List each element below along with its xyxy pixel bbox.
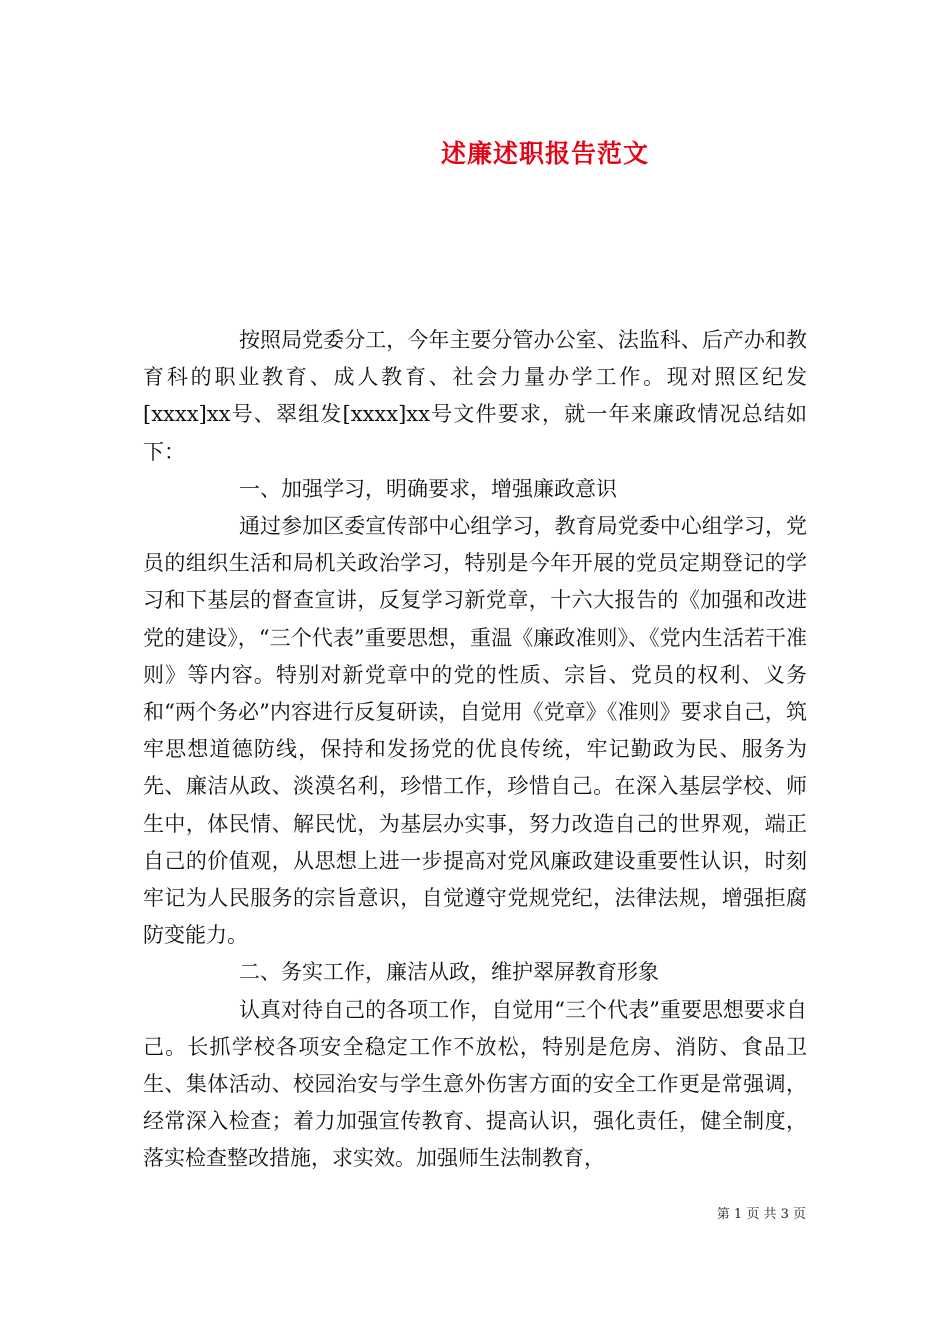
section-heading-2: 二、务实工作，廉洁从政，维护翠屏教育形象 <box>239 960 659 985</box>
paragraph-section-2: 认真对待自己的各项工作，自觉用“三个代表”重要思想要求自己。长抓学校各项安全稳定工作不放松，特别是危房、消防、食品卫生、集体活动、校园治安与学生意外伤害方面的安全工作更是常强调，经常深入检查；着力加强宣传教育、提高认识，强化责任，健全制度，落实检查整改措施，求实效。加强师生法制教育， <box>143 997 807 1171</box>
document-title: 述廉述职报告范文 <box>440 139 649 168</box>
paragraph-section-1: 通过参加区委宣传部中心组学习，教育局党委中心组学习，党员的组织生活和局机关政治学习，特别是今年开展的党员定期登记的学习和下基层的督查宣讲，反复学习新党章，十六大报告的《加强和改进党的建设》，“三个代表”重要思想，重温《廉政准则》、《党内生活若干准则》等内容。特别对新党章中的党的性质、宗旨、党员的权利、义务和“两个务必”内容进行反复研读，自觉用《党章》《准则》要求自己，筑牢思想道德防线，保持和发扬党的优良传统，牢记勤政为民、服务为先、廉洁从政、淡漠名利，珍惜工作，珍惜自己。在深入基层学校、师生中，体民情、解民忧，为基层办实事，努力改造自己的世界观，端正自己的价值观，从思想上进一步提高对党风廉政建设重要性认识，时刻牢记为人民服务的宗旨意识，自觉遵守党规党纪，法律法规，增强拒腐防变能力。 <box>143 514 807 948</box>
page-number: 第 1 页 共 3 页 <box>716 1207 806 1222</box>
section-heading-1: 一、加强学习，明确要求，增强廉政意识 <box>239 476 617 501</box>
document-body <box>143 322 807 1178</box>
paragraph-intro: 按照局党委分工，今年主要分管办公室、法监科、后产办和教育科的职业教育、成人教育、社会力量办学工作。现对照区纪发[xxxx]xx号、翠组发[xxxx]xx号文件要求，就一年来廉政情况总结如下： <box>143 328 807 464</box>
